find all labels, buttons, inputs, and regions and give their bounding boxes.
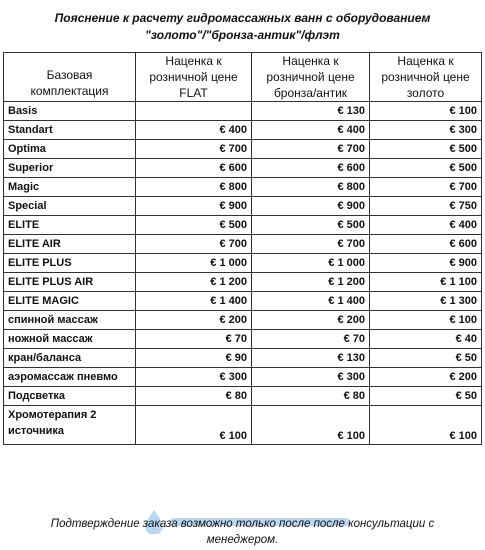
bronze-price-cell: € 80 <box>252 387 370 406</box>
flat-price-cell: € 600 <box>136 159 252 178</box>
flat-price-cell: € 1 400 <box>136 292 252 311</box>
gold-price-cell: € 1 300 <box>370 292 482 311</box>
row-name-cell: ELITE PLUS AIR <box>4 273 136 292</box>
row-name-cell: Optima <box>4 140 136 159</box>
bronze-price-cell: € 300 <box>252 368 370 387</box>
flat-price-cell: € 300 <box>136 368 252 387</box>
row-name-cell: ножной массаж <box>4 330 136 349</box>
header-row <box>4 53 482 102</box>
flat-price-cell: € 1 200 <box>136 273 252 292</box>
table-row <box>4 330 482 349</box>
table-row <box>4 254 482 273</box>
gold-price-cell: € 100 <box>370 102 482 121</box>
footer-note <box>0 516 485 548</box>
row-name-cell: Подсветка <box>4 387 136 406</box>
document-title <box>0 10 485 44</box>
row-name-cell: аэромассаж пневмо <box>4 368 136 387</box>
bronze-price-cell: € 70 <box>252 330 370 349</box>
row-name-cell: Хромотерапия 2 источника <box>4 406 136 445</box>
gold-price-cell: € 100 <box>370 311 482 330</box>
flat-price-cell: € 200 <box>136 311 252 330</box>
gold-price-cell: € 500 <box>370 159 482 178</box>
table-row <box>4 159 482 178</box>
bronze-price-cell: € 900 <box>252 197 370 216</box>
flat-price-cell: € 700 <box>136 235 252 254</box>
table-row <box>4 368 482 387</box>
gold-price-cell: € 300 <box>370 121 482 140</box>
gold-price-cell: € 500 <box>370 140 482 159</box>
bronze-price-cell: € 500 <box>252 216 370 235</box>
gold-price-cell: € 1 100 <box>370 273 482 292</box>
flat-price-cell: € 500 <box>136 216 252 235</box>
row-name-cell: ELITE PLUS <box>4 254 136 273</box>
flat-price-cell: € 90 <box>136 349 252 368</box>
bronze-price-cell: € 1 400 <box>252 292 370 311</box>
gold-price-cell: € 50 <box>370 387 482 406</box>
row-name-cell: ELITE AIR <box>4 235 136 254</box>
flat-price-cell: € 900 <box>136 197 252 216</box>
row-name-cell: ELITE <box>4 216 136 235</box>
table-row <box>4 121 482 140</box>
flat-price-cell <box>136 102 252 121</box>
gold-price-cell: € 900 <box>370 254 482 273</box>
row-name-cell: Superior <box>4 159 136 178</box>
table-row <box>4 292 482 311</box>
table-row <box>4 311 482 330</box>
price-table <box>3 52 482 445</box>
header-base-config-line1: Базовая <box>46 68 93 82</box>
flat-price-cell: € 800 <box>136 178 252 197</box>
gold-price-cell: € 200 <box>370 368 482 387</box>
bronze-price-cell: € 700 <box>252 140 370 159</box>
row-name-cell: ELITE MAGIC <box>4 292 136 311</box>
flat-price-cell: € 100 <box>136 406 252 445</box>
bronze-price-cell: € 130 <box>252 102 370 121</box>
row-name-cell: спинной массаж <box>4 311 136 330</box>
bronze-price-cell: € 1 200 <box>252 273 370 292</box>
row-name-cell: Basis <box>4 102 136 121</box>
bronze-price-cell: € 200 <box>252 311 370 330</box>
table-row <box>4 178 482 197</box>
table-row <box>4 102 482 121</box>
header-base-config <box>4 53 136 102</box>
flat-price-cell: € 80 <box>136 387 252 406</box>
bronze-price-cell: € 1 000 <box>252 254 370 273</box>
footer-line-2: менеджером. <box>206 534 279 546</box>
header-gold: Наценка к розничной цене золото <box>370 53 482 102</box>
gold-price-cell: € 750 <box>370 197 482 216</box>
table-row <box>4 140 482 159</box>
bronze-price-cell: € 130 <box>252 349 370 368</box>
header-flat: Наценка к розничной цене FLAT <box>136 53 252 102</box>
gold-price-cell: € 100 <box>370 406 482 445</box>
flat-price-cell: € 700 <box>136 140 252 159</box>
gold-price-cell: € 40 <box>370 330 482 349</box>
table-row <box>4 216 482 235</box>
gold-price-cell: € 700 <box>370 178 482 197</box>
table-row <box>4 197 482 216</box>
bronze-price-cell: € 800 <box>252 178 370 197</box>
header-base-config-line2: комплектация <box>30 84 109 98</box>
flat-price-cell: € 1 000 <box>136 254 252 273</box>
table-body <box>4 102 482 445</box>
bronze-price-cell: € 400 <box>252 121 370 140</box>
footer-line-1: Подтверждение заказа возможно только после после консультации с <box>50 518 435 530</box>
flat-price-cell: € 70 <box>136 330 252 349</box>
gold-price-cell: € 400 <box>370 216 482 235</box>
table-row <box>4 349 482 368</box>
table-row <box>4 406 482 445</box>
flat-price-cell: € 400 <box>136 121 252 140</box>
row-name-cell: кран/баланса <box>4 349 136 368</box>
table-row <box>4 387 482 406</box>
row-name-cell: Magic <box>4 178 136 197</box>
header-bronze: Наценка к розничной цене бронза/антик <box>252 53 370 102</box>
gold-price-cell: € 600 <box>370 235 482 254</box>
bronze-price-cell: € 700 <box>252 235 370 254</box>
bronze-price-cell: € 600 <box>252 159 370 178</box>
title-line-2: "золото"/"бронза-антик"/флэт <box>145 28 340 42</box>
title-line-1: Пояснение к расчету гидромассажных ванн с оборудованием <box>54 11 431 25</box>
table-row <box>4 235 482 254</box>
bronze-price-cell: € 100 <box>252 406 370 445</box>
table-row <box>4 273 482 292</box>
row-name-cell: Standart <box>4 121 136 140</box>
row-name-cell: Special <box>4 197 136 216</box>
gold-price-cell: € 50 <box>370 349 482 368</box>
